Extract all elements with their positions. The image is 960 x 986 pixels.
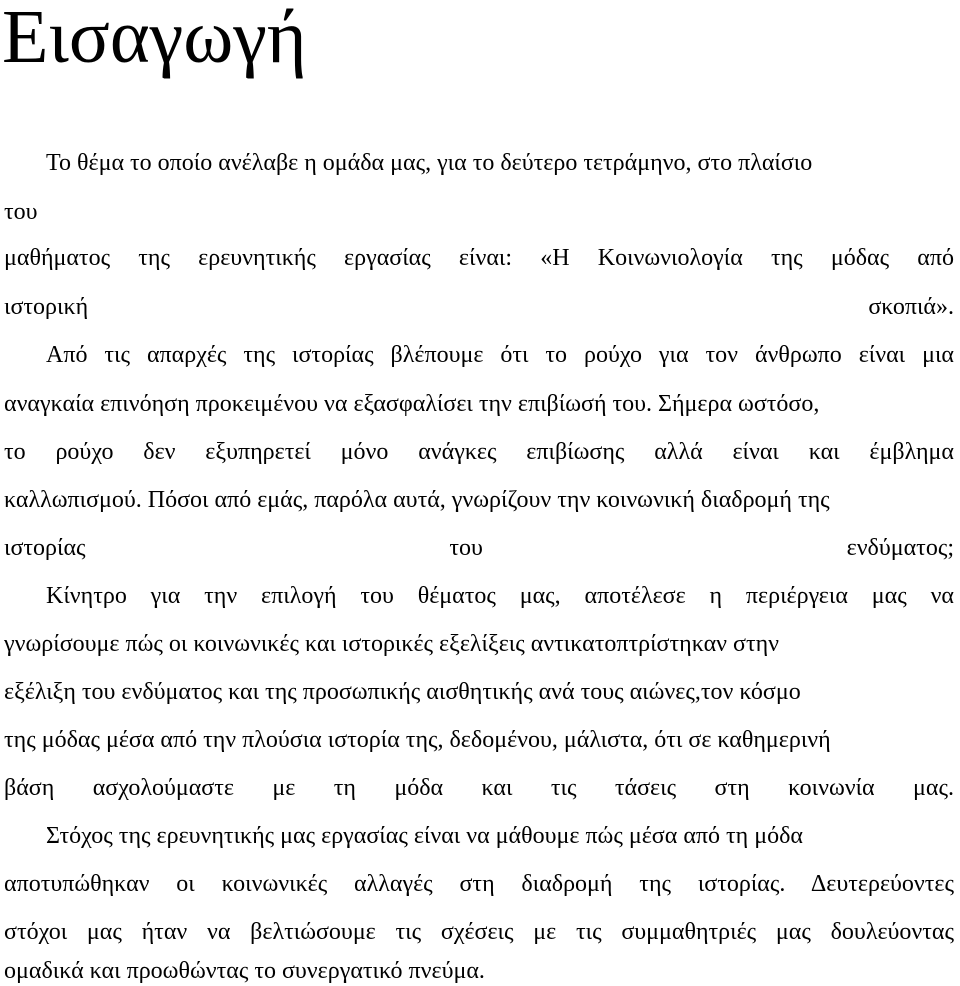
- text-line: καλλωπισμού. Πόσοι από εμάς, παρόλα αυτά, γνωρίζουν την κοινωνική διαδρομή της: [4, 487, 830, 513]
- text-line: αποτυπώθηκαν οι κοινωνικές αλλαγές στη διαδρομή της ιστορίας. Δευτερεύοντες: [4, 871, 954, 897]
- text-line: Από τις απαρχές της ιστορίας βλέπουμε ότι το ρούχο για τον άνθρωπο είναι μια: [46, 342, 954, 368]
- text-line: ιστορική: [4, 294, 89, 320]
- text-line: αναγκαία επινόηση προκειμένου να εξασφαλίσει την επιβίωσή του. Σήμερα ωστόσο,: [4, 391, 820, 417]
- text-line: το ρούχο δεν εξυπηρετεί μόνο ανάγκες επιβίωσης αλλά είναι και έμβλημα: [4, 439, 954, 465]
- text-line: μαθήματος της ερευνητικής εργασίας είναι: «Η Κοινωνιολογία της μόδας από: [4, 245, 954, 271]
- text-line: Στόχος της ερευνητικής μας εργασίας είναι να μάθουμε πώς μέσα από τη μόδα: [46, 823, 803, 849]
- text-line: ομαδικά και προωθώντας το συνεργατικό πνεύμα.: [4, 958, 485, 984]
- text-line: γνωρίσουμε πώς οι κοινωνικές και ιστορικές εξελίξεις αντικατοπτρίστηκαν στην: [4, 631, 779, 657]
- text-line: σκοπιά».: [868, 294, 954, 320]
- text-line: Το θέμα το οποίο ανέλαβε η ομάδα μας, για το δεύτερο τετράμηνο, στο πλαίσιο: [46, 150, 813, 176]
- text-line: στόχοι μας ήταν να βελτιώσουμε τις σχέσεις με τις συμμαθητριές μας δουλεύοντας: [4, 919, 954, 945]
- document-title: Εισαγωγή: [2, 0, 307, 79]
- text-line: εξέλιξη του ενδύματος και της προσωπικής αισθητικής ανά τους αιώνες,τον κόσμο: [4, 679, 801, 705]
- text-line: της μόδας μέσα από την πλούσια ιστορία της, δεδομένου, μάλιστα, ότι σε καθημερινή: [4, 727, 831, 753]
- text-line: βάση ασχολούμαστε με τη μόδα και τις τάσεις στη κοινωνία μας.: [4, 775, 954, 801]
- text-line: Κίνητρο για την επιλογή του θέματος μας, αποτέλεσε η περιέργεια μας να: [46, 583, 954, 609]
- text-line: ιστορίας του ενδύματος;: [4, 535, 954, 561]
- text-line: του: [4, 199, 38, 225]
